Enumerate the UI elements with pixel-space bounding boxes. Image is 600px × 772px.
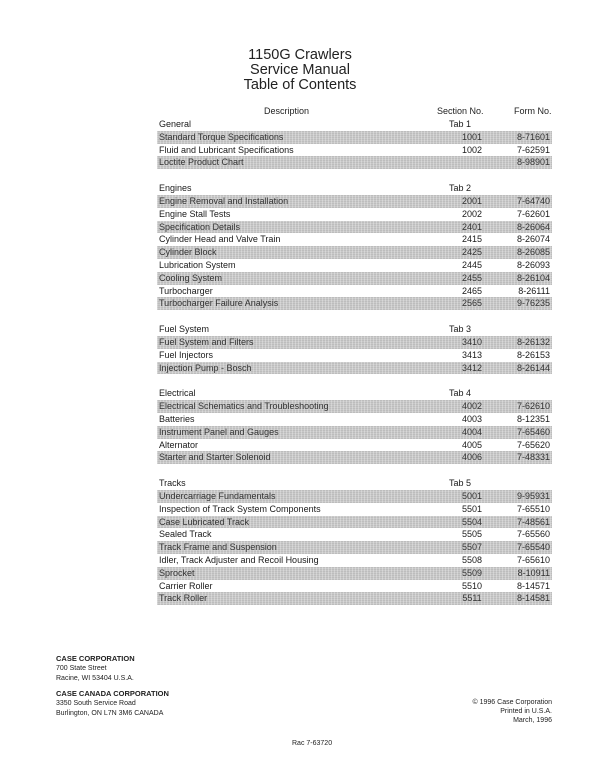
entry-section-no: 2425 — [461, 247, 483, 258]
entry-description: Fluid and Lubricant Specifications — [159, 144, 294, 155]
table-row — [157, 349, 552, 362]
section-name: Tracks — [159, 478, 186, 489]
address-canada-city: Burlington, ON L7N 3M6 CANADA — [56, 710, 164, 717]
entry-form-no: 8-26085 — [516, 247, 550, 258]
entry-description: Cooling System — [159, 272, 223, 283]
entry-description: Track Roller — [159, 593, 208, 604]
entry-form-no: 7-65620 — [516, 439, 550, 450]
entry-section-no: 5508 — [461, 554, 483, 565]
table-row — [157, 541, 552, 554]
table-row — [157, 567, 552, 580]
entry-description: Sealed Track — [159, 529, 212, 540]
section-name: Engines — [159, 183, 192, 194]
entry-description: Fuel System and Filters — [159, 336, 254, 347]
table-row — [157, 503, 552, 516]
entry-section-no: 3410 — [461, 336, 483, 347]
entry-section-no: 5511 — [462, 593, 482, 604]
entry-section-no: 2415 — [461, 234, 483, 245]
toc-section — [157, 118, 552, 169]
company-name-canada: CASE CANADA CORPORATION — [56, 689, 169, 698]
toc-section — [157, 387, 552, 464]
entry-section-no: 2445 — [461, 259, 483, 270]
section-heading — [157, 323, 552, 336]
copyright-block — [473, 698, 552, 725]
entry-section-no: 5501 — [461, 503, 483, 514]
table-row — [157, 336, 552, 349]
entry-section-no: 5001 — [461, 490, 483, 501]
publication-date: March, 1996 — [513, 717, 552, 724]
table-row — [157, 554, 552, 567]
entry-description: Lubrication System — [159, 259, 236, 270]
table-row — [157, 131, 552, 144]
table-row — [157, 259, 552, 272]
entry-description: Loctite Product Chart — [159, 157, 244, 168]
table-of-contents — [157, 118, 552, 618]
entry-section-no: 3412 — [461, 362, 483, 373]
entry-description: Track Frame and Suspension — [159, 542, 277, 553]
entry-form-no: 7-48331 — [516, 452, 550, 463]
entry-description: Engine Removal and Installation — [159, 195, 289, 206]
entry-form-no: 8-26111 — [518, 285, 550, 296]
entry-description: Idler, Track Adjuster and Recoil Housing — [159, 554, 319, 565]
section-heading — [157, 182, 552, 195]
entry-form-no: 8-26064 — [516, 221, 550, 232]
entry-form-no: 8-12351 — [516, 413, 550, 424]
entry-form-no: 8-26144 — [516, 362, 550, 373]
table-row — [157, 233, 552, 246]
toc-section — [157, 477, 552, 605]
entry-description: Batteries — [159, 413, 195, 424]
section-tab: Tab 4 — [449, 388, 472, 399]
entry-form-no: 7-48561 — [516, 516, 550, 527]
title-line-model: 1150G Crawlers — [248, 47, 352, 63]
column-header-form-no: Form No. — [514, 106, 552, 116]
toc-section — [157, 182, 552, 310]
entry-section-no: 2001 — [461, 195, 483, 206]
section-heading — [157, 118, 552, 131]
section-tab: Tab 2 — [449, 183, 472, 194]
section-name: General — [159, 119, 192, 129]
toc-section — [157, 323, 552, 374]
company-addresses — [56, 654, 169, 719]
section-name: Electrical — [159, 388, 196, 399]
entry-section-no: 4005 — [461, 439, 483, 450]
entry-form-no: 7-64740 — [516, 195, 550, 206]
entry-description: Turbocharger — [159, 285, 213, 296]
entry-form-no: 8-14571 — [516, 580, 550, 591]
entry-section-no: 2401 — [461, 221, 483, 232]
table-row — [157, 221, 552, 234]
table-row — [157, 528, 552, 541]
address-us-street: 700 State Street — [56, 665, 107, 672]
section-heading — [157, 477, 552, 490]
entry-description: Alternator — [159, 439, 199, 450]
entry-description: Inspection of Track System Components — [159, 503, 321, 514]
entry-form-no: 8-26132 — [516, 336, 550, 347]
column-header-section-no: Section No. — [437, 106, 484, 116]
entry-description: Instrument Panel and Gauges — [159, 426, 279, 437]
entry-description: Cylinder Head and Valve Train — [159, 234, 281, 245]
title-line-manual: Service Manual — [250, 62, 350, 78]
table-row — [157, 490, 552, 503]
company-name-us: CASE CORPORATION — [56, 654, 135, 663]
address-canada-street: 3350 South Service Road — [56, 700, 136, 707]
entry-section-no: 3413 — [461, 349, 483, 360]
entry-description: Case Lubricated Track — [159, 516, 250, 527]
entry-description: Starter and Starter Solenoid — [159, 452, 271, 463]
entry-form-no: 7-65510 — [516, 503, 550, 514]
entry-form-no: 9-76235 — [516, 298, 550, 309]
table-row — [157, 362, 552, 375]
entry-form-no: 7-62610 — [516, 401, 550, 412]
column-header-description: Description — [264, 106, 310, 116]
table-row — [157, 451, 552, 464]
entry-section-no: 5507 — [461, 542, 483, 553]
entry-section-no: 4003 — [461, 413, 483, 424]
entry-description: Sprocket — [159, 567, 195, 578]
entry-form-no: 8-26074 — [516, 234, 550, 245]
entry-section-no: 5505 — [461, 529, 483, 540]
entry-section-no: 2002 — [461, 208, 483, 219]
title-line-contents: Table of Contents — [243, 77, 357, 93]
entry-form-no: 7-62591 — [516, 144, 550, 155]
section-heading — [157, 387, 552, 400]
entry-form-no: 7-62601 — [516, 208, 550, 219]
table-row — [157, 156, 552, 169]
entry-form-no: 7-65610 — [516, 554, 550, 565]
table-row — [157, 516, 552, 529]
table-row — [157, 246, 552, 259]
section-name: Fuel System — [159, 324, 210, 335]
entry-description: Specification Details — [159, 221, 241, 232]
entry-form-no: 8-10911 — [517, 567, 550, 578]
entry-description: Carrier Roller — [159, 580, 213, 591]
form-reference: Rac 7-63720 — [292, 740, 333, 747]
table-row — [157, 580, 552, 593]
entry-description: Turbocharger Failure Analysis — [159, 298, 279, 309]
entry-form-no: 8-98901 — [516, 157, 550, 168]
entry-section-no: 4006 — [461, 452, 483, 463]
entry-description: Cylinder Block — [159, 247, 217, 258]
entry-description: Standard Torque Specifications — [159, 131, 284, 142]
entry-form-no: 7-65540 — [516, 542, 550, 553]
entry-description: Fuel Injectors — [159, 349, 214, 360]
address-us-city: Racine, WI 53404 U.S.A. — [56, 675, 134, 682]
entry-form-no: 7-65560 — [516, 529, 550, 540]
table-row — [157, 195, 552, 208]
document-title — [0, 48, 600, 93]
entry-section-no: 1002 — [461, 144, 483, 155]
table-row — [157, 426, 552, 439]
copyright-text: © 1996 Case Corporation — [472, 699, 552, 706]
entry-section-no: 5504 — [461, 516, 483, 527]
table-row — [157, 413, 552, 426]
entry-section-no: 2455 — [461, 272, 483, 283]
entry-description: Injection Pump - Bosch — [159, 362, 252, 373]
table-row — [157, 208, 552, 221]
entry-description: Engine Stall Tests — [159, 208, 231, 219]
section-tab: Tab 5 — [449, 478, 472, 489]
entry-form-no: 8-26104 — [516, 272, 550, 283]
entry-section-no: 5510 — [461, 580, 483, 591]
entry-section-no: 4002 — [461, 401, 483, 412]
entry-form-no: 8-14581 — [516, 593, 550, 604]
entry-form-no: 9-95931 — [516, 490, 550, 501]
table-row — [157, 272, 552, 285]
entry-form-no: 8-71601 — [516, 131, 550, 142]
entry-form-no: 7-65460 — [516, 426, 550, 437]
entry-section-no: 4004 — [461, 426, 483, 437]
section-tab: Tab 3 — [449, 324, 472, 335]
table-row — [157, 285, 552, 298]
entry-section-no: 2565 — [461, 298, 483, 309]
entry-section-no: 2465 — [461, 285, 483, 296]
table-row — [157, 400, 552, 413]
table-row — [157, 592, 552, 605]
printed-in-text: Printed in U.S.A. — [500, 708, 552, 715]
entry-section-no: 1001 — [461, 131, 483, 142]
section-tab: Tab 1 — [449, 119, 472, 129]
entry-description: Electrical Schematics and Troubleshooting — [159, 401, 329, 412]
entry-form-no: 8-26093 — [516, 259, 550, 270]
entry-description: Undercarriage Fundamentals — [159, 490, 276, 501]
entry-section-no: 5509 — [461, 567, 483, 578]
table-row — [157, 439, 552, 452]
table-row — [157, 297, 552, 310]
table-row — [157, 144, 552, 157]
entry-form-no: 8-26153 — [516, 349, 550, 360]
